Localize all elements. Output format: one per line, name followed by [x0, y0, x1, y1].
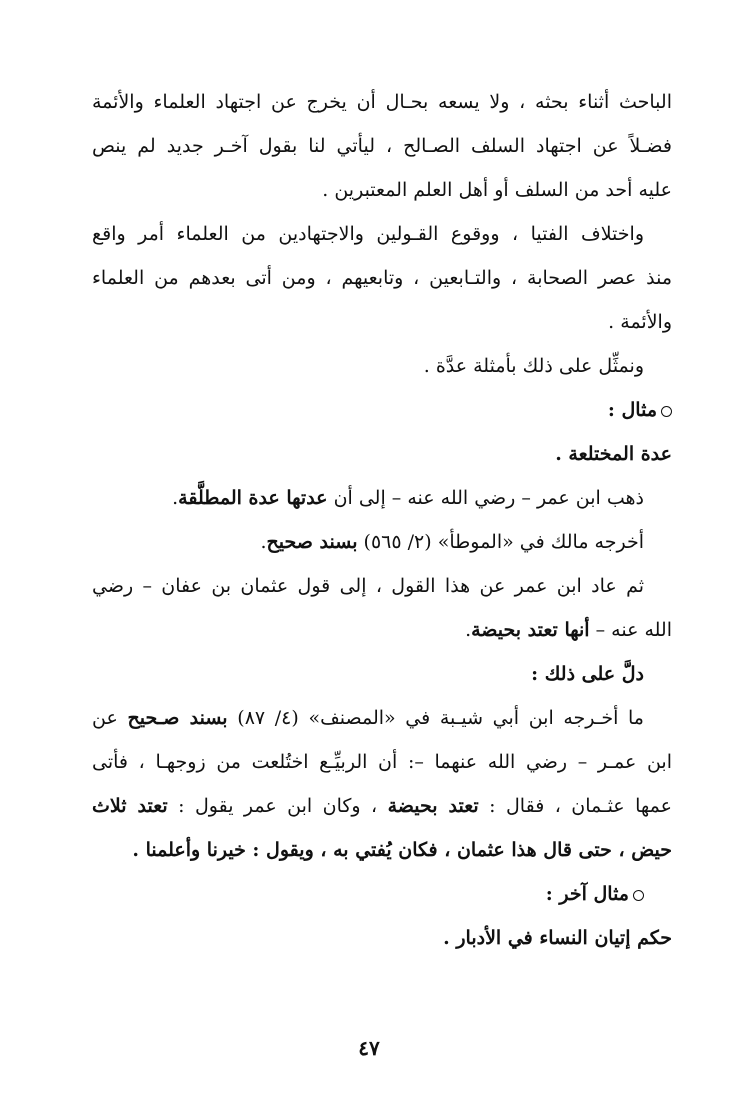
evidence-heading [92, 652, 672, 696]
text-segment: والأئمة . [608, 311, 672, 333]
text-line [92, 300, 672, 344]
circle-bullet-icon [633, 890, 644, 901]
text-line [92, 80, 672, 124]
text-segment: مثال : [607, 399, 657, 421]
text-segment: أخرجه مالك في «الموطأ» (٢/ ٥٦٥) [363, 531, 644, 553]
text-segment: . [465, 619, 472, 641]
text-segment: عمها عثـمان ، فقال : [489, 795, 672, 817]
topic-heading [92, 916, 672, 960]
bold-segment: تعتد بحيضة [387, 795, 479, 817]
text-segment: ابن عمـر – رضي الله عنهما –: أن الربيِّـع اختُلعت من زوجهـا ، فأتى [92, 751, 672, 773]
text-segment: واختلاف الفتيا ، ووقوع القـولين والاجتهادين من العلماء أمر واقع [92, 223, 644, 245]
text-segment: ثم عاد ابن عمر عن هذا القول ، إلى قول عثمان بن عفان – رضي [92, 575, 644, 597]
text-segment: ما أخـرجه ابن أبي شيـبة في «المصنف» (٤/ ٨٧) [237, 707, 644, 729]
text-line [92, 696, 672, 740]
text-segment: مثال آخر : [545, 883, 629, 905]
bold-segment: عدتها عدة المطلَّقة [178, 487, 328, 509]
text-line [92, 476, 672, 520]
text-segment: عن [92, 707, 118, 729]
text-line [92, 520, 672, 564]
text-segment: منذ عصر الصحابة ، والتـابعين ، وتابعيهم ، ومن أتى بعدهم من العلماء [92, 267, 672, 289]
text-segment: عدة المختلعة . [555, 443, 672, 465]
text-segment: فضـلاً عن اجتهاد السلف الصـالح ، ليأتي لنا بقول آخـر جديد لم ينص [92, 135, 672, 157]
bold-segment: بسند صـحيح [127, 707, 228, 729]
text-segment: حكم إتيان النساء في الأدبار . [443, 927, 672, 949]
text-line [92, 168, 672, 212]
bold-segment: بسند صحيح [266, 531, 358, 553]
text-segment: ونمثِّل على ذلك بأمثلة عدَّة . [423, 355, 644, 377]
bold-segment: أنها تعتد بحيضة [471, 619, 590, 641]
text-segment: دلَّ على ذلك : [531, 663, 644, 685]
page-number: ٤٧ [358, 1036, 380, 1060]
topic-heading [92, 432, 672, 476]
text-segment: عليه أحد من السلف أو أهل العلم المعتبرين . [322, 179, 672, 201]
text-segment: حيض ، حتى قال هذا عثمان ، فكان يُفتي به ، ويقول : خيرنا وأعلمنا . [132, 839, 672, 861]
text-segment: الباحث أثناء بحثه ، ولا يسعه بحـال أن يخرج عن اجتهاد العلماء والأئمة [92, 91, 672, 113]
circle-bullet-icon [661, 406, 672, 417]
text-segment: ذهب ابن عمر – رضي الله عنه – إلى أن [333, 487, 644, 509]
text-segment: ، وكان ابن عمر يقول : [178, 795, 378, 817]
text-line [92, 784, 672, 828]
example-heading [92, 388, 672, 432]
text-line [92, 344, 672, 388]
text-line [92, 124, 672, 168]
text-line [92, 564, 672, 608]
text-segment: . [172, 487, 179, 509]
text-line [92, 740, 672, 784]
text-segment: . [260, 531, 267, 553]
example-heading [92, 872, 672, 916]
bold-segment: تعتد ثلاث [92, 795, 168, 817]
text-line [92, 608, 672, 652]
text-line [92, 256, 672, 300]
text-line [92, 828, 672, 872]
text-line [92, 212, 672, 256]
text-segment: الله عنه – [595, 619, 672, 641]
body-text [92, 80, 672, 960]
